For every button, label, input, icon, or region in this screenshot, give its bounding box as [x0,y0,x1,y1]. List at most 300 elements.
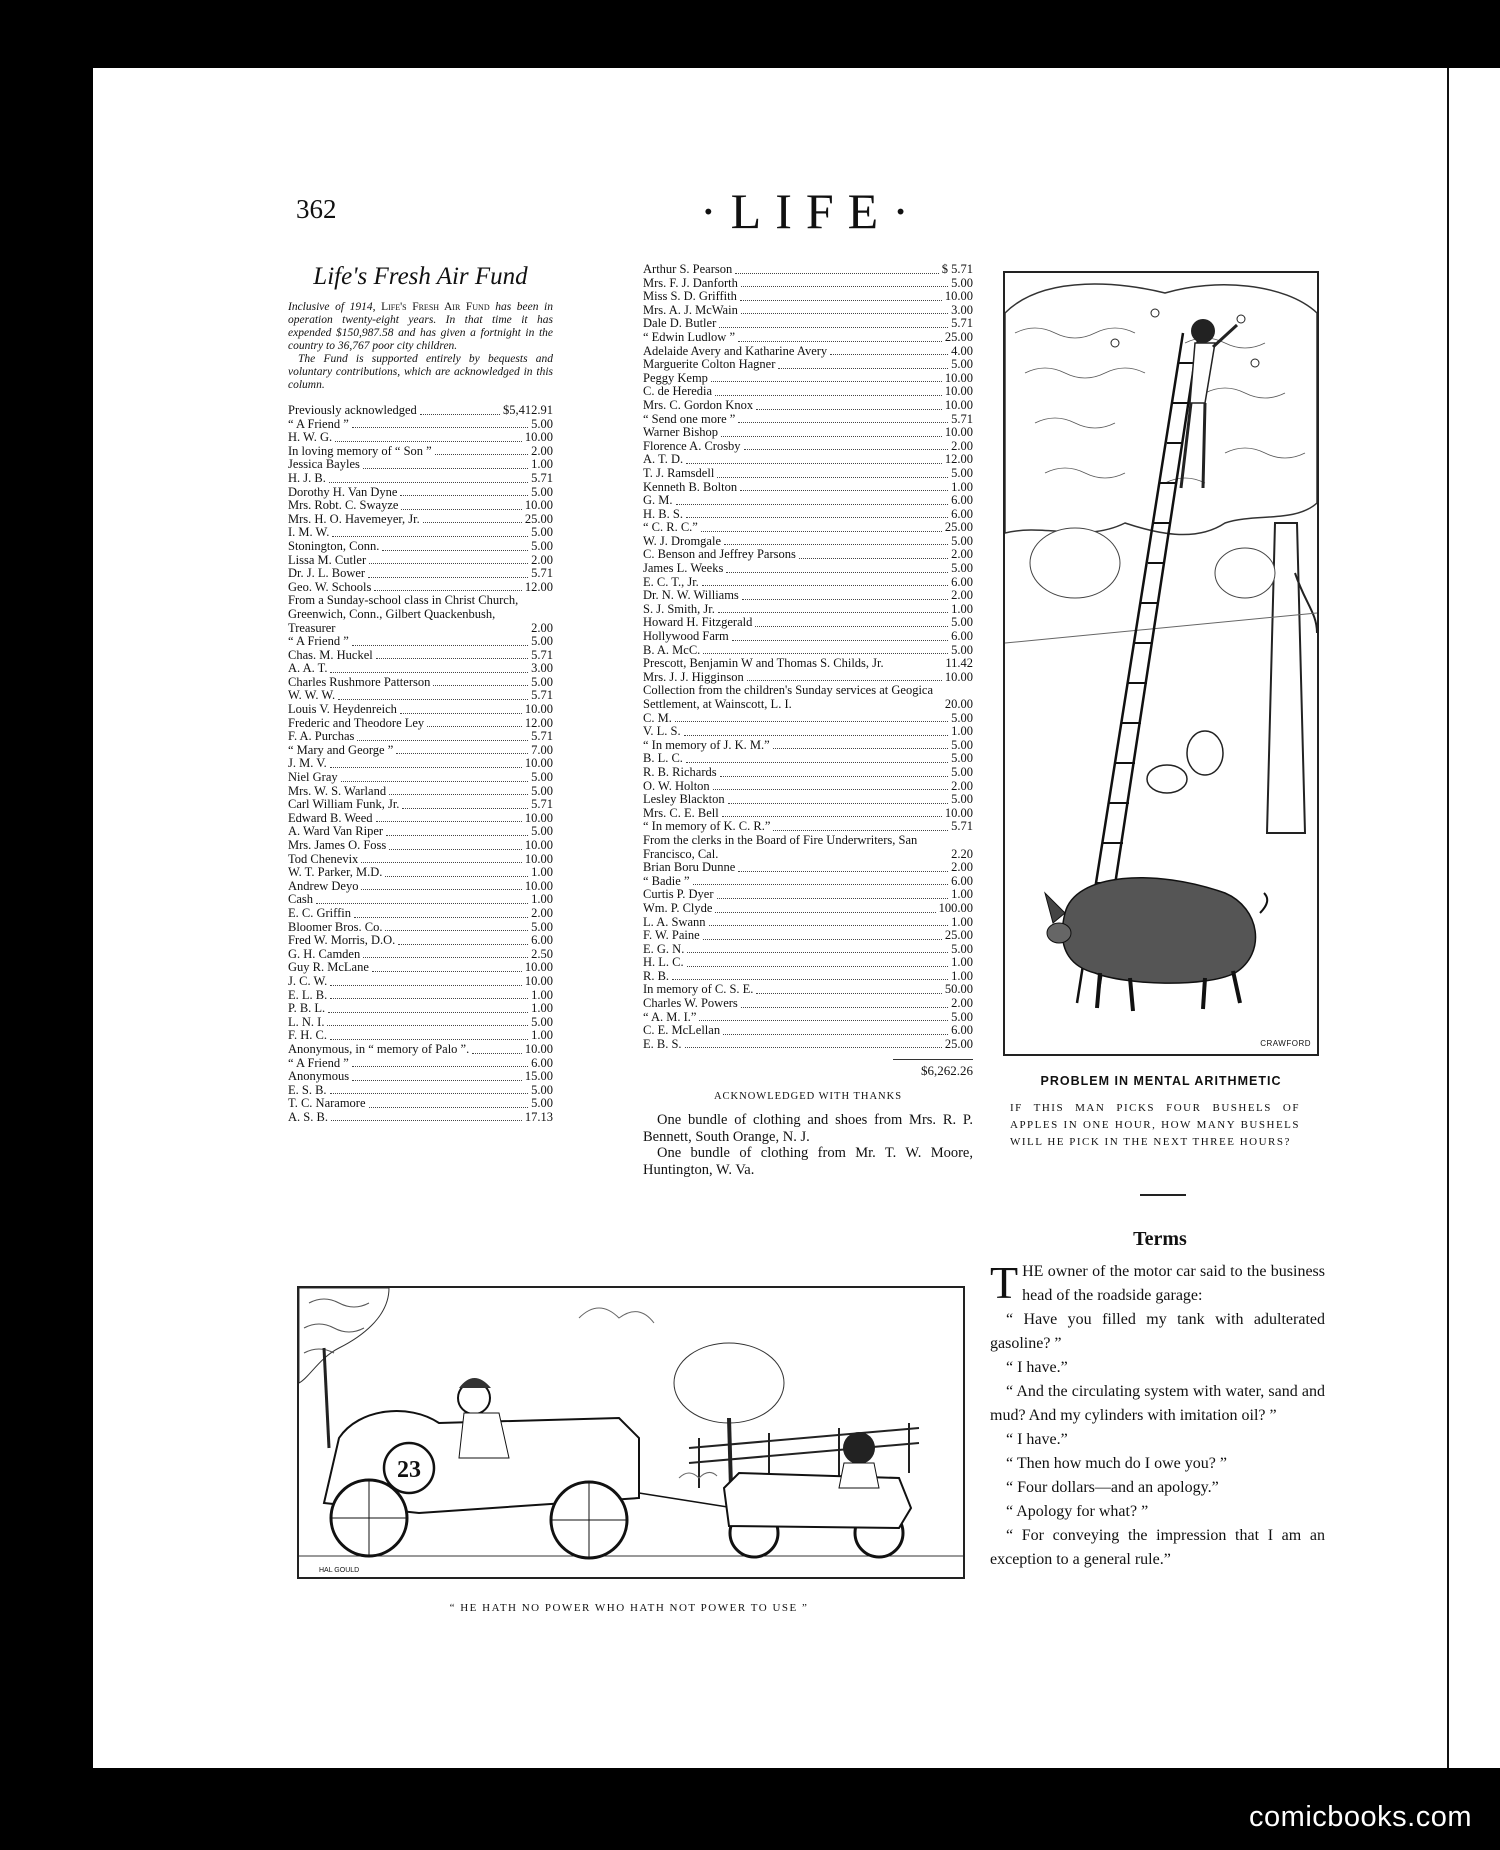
leader-dots [741,1007,948,1008]
leader-dots [330,672,528,673]
contribution-amount: 5.00 [531,1014,553,1029]
leader-dots [357,740,528,741]
contributor-name: F. A. Purchas [288,729,355,744]
contribution-row [643,902,973,916]
contributor-name: Fred W. Morris, D.O. [288,933,396,948]
contribution-amount: 10.00 [524,810,553,825]
contribution-amount: 12.00 [524,715,553,730]
leader-dots [423,522,522,523]
contribution-amount: 1.00 [951,601,973,616]
contributor-name: F. W. Paine [643,928,700,943]
contribution-row [643,576,973,590]
contribution-row [643,385,973,399]
leader-dots [352,645,528,646]
leader-dots [702,585,948,586]
leader-dots [330,985,522,986]
contribution-row [288,785,553,799]
contributor-name: C. de Heredia [643,384,713,399]
contribution-amount: 2.00 [531,620,553,635]
car-caption: “ HE HATH NO POWER WHO HATH NOT POWER TO USE ” [449,1602,809,1614]
leader-dots [376,658,528,659]
contribution-row [643,929,973,943]
contributor-name: Anonymous [288,1069,350,1084]
contributor-name: Jessica Bayles [288,457,360,472]
contribution-amount: 3.00 [951,302,973,317]
contributor-name: “ A Friend ” [288,634,349,649]
contributor-name: Cash [288,892,313,907]
contributor-name: H. W. G. [288,430,333,445]
contributor-name: Mrs. F. J. Danforth [643,275,738,290]
problem-caption-title: PROBLEM IN MENTAL ARITHMETIC [1040,1074,1282,1088]
contributor-name: In memory of C. S. E. [643,982,754,997]
contributor-name: J. C. W. [288,973,328,988]
terms-para-5: “ I have.” [1006,1431,1068,1448]
leader-dots [433,685,528,686]
contribution-row [288,1029,553,1043]
leader-dots [724,544,948,545]
contribution-amount: 6.00 [951,1023,973,1038]
contributor-name: Florence A. Crosby [643,438,741,453]
contributor-name: E. G. N. [643,941,685,956]
contribution-amount: 5.00 [531,416,553,431]
contribution-amount: 10.00 [944,289,973,304]
contribution-row [288,472,553,486]
leader-dots [472,1053,522,1054]
contributor-name: Andrew Deyo [288,878,359,893]
contribution-row [288,594,553,635]
contribution-row [643,562,973,576]
contributor-name: A. A. T. [288,661,328,676]
contribution-amount: 1.00 [531,892,553,907]
contribution-amount: 11.42 [945,656,973,671]
leader-dots [330,1093,529,1094]
contribution-amount: 2.00 [951,547,973,562]
leader-dots [400,495,528,496]
leader-dots [711,381,942,382]
contributor-name: H. L. C. [643,955,684,970]
contributor-name: “ Edwin Ludlow ” [643,329,735,344]
leader-dots [330,998,528,999]
contribution-row [643,793,973,807]
fund-intro [288,301,553,353]
leader-dots [738,422,948,423]
contribution-row [643,331,973,345]
leader-dots [686,762,948,763]
leader-dots [420,414,500,415]
contribution-amount: 5.00 [531,484,553,499]
contribution-row [643,304,973,318]
contributor-name: “ Mary and George ” [288,742,394,757]
contributor-name: James L. Weeks [643,561,724,576]
contribution-amount: 2.00 [951,778,973,793]
contribution-amount: 100.00 [938,900,973,915]
contribution-amount: 2.00 [951,860,973,875]
terms-para-7: “ Four dollars—and an apology.” [1006,1479,1219,1496]
contributor-name: Arthur S. Pearson [643,262,733,276]
leader-dots [386,835,528,836]
contribution-row [643,712,973,726]
contribution-amount: 6.00 [951,506,973,521]
contribution-row [643,630,973,644]
contributor-name: Peggy Kemp [643,370,708,385]
contributor-name: A. S. B. [288,1109,328,1124]
contribution-row [288,1097,553,1111]
contributor-name: V. L. S. [643,724,681,739]
contribution-row [288,1002,553,1016]
fund-column-2 [643,263,973,1178]
contribution-amount: 10.00 [524,702,553,717]
contribution-row [643,1024,973,1038]
contributor-name: Niel Gray [288,770,338,785]
contribution-row [288,961,553,975]
leader-dots [330,1039,528,1040]
contributor-name: Kenneth B. Bolton [643,479,738,494]
contribution-amount: 17.13 [524,1109,553,1124]
contribution-amount: 10.00 [944,397,973,412]
contribution-amount: 2.00 [951,996,973,1011]
apple-picker-illustration [1003,271,1319,1056]
terms-article [990,1257,1325,1572]
contribution-row [288,418,553,432]
contribution-amount: 5.00 [531,770,553,785]
contributor-name: Mrs. J. J. Higginson [643,669,744,684]
contribution-row [288,554,553,568]
leader-dots [720,776,949,777]
leader-dots [830,354,948,355]
contribution-row [643,807,973,821]
contribution-row [288,649,553,663]
contribution-amount: $ 5.71 [941,262,973,276]
leader-dots [685,1047,942,1048]
terms-para-4: “ And the circulating system with water, sand and mud? And my cylinders with imitation oil? ” [990,1383,1325,1424]
contribution-row [643,358,973,372]
leader-dots [703,653,948,654]
leader-dots [374,590,522,591]
contribution-row [643,766,973,780]
contributor-name: Guy R. McLane [288,960,369,975]
leader-dots [726,572,948,573]
leader-dots [335,441,522,442]
contribution-row [288,703,553,717]
intro-fund-name: Life's Fresh Air Fund [381,301,490,313]
leader-dots [721,436,942,437]
contribution-row [643,861,973,875]
apple-picker-drawing [1005,273,1317,1054]
leader-dots [352,1066,528,1067]
contributor-name: Edward B. Weed [288,810,373,825]
contribution-amount: 5.71 [531,797,553,812]
leader-dots [719,327,948,328]
contribution-row [643,521,973,535]
leader-dots [740,300,942,301]
contribution-row [288,989,553,1003]
contributor-name: Adelaide Avery and Katharine Avery [643,343,828,358]
contribution-row [288,567,553,581]
contribution-amount: 10.00 [524,960,553,975]
contribution-amount: 1.00 [531,987,553,1002]
contributor-name: T. J. Ramsdell [643,465,715,480]
contributor-name: Mrs. James O. Foss [288,838,387,852]
contributor-name: R. B. [643,968,670,983]
contributor-name: O. W. Holton [643,778,710,793]
contributor-name: Charles Rushmore Patterson [288,674,431,689]
contribution-row [643,671,973,685]
leader-dots [735,273,939,274]
contribution-row [643,739,973,753]
contribution-row [288,893,553,907]
contribution-amount: 5.00 [951,751,973,766]
contributor-name: R. B. Richards [643,764,717,779]
contribution-amount: 10.00 [944,805,973,820]
contributor-name: “ Send one more ” [643,411,736,426]
leader-dots [715,395,942,396]
leader-dots [747,680,942,681]
contributor-name: I. M. W. [288,525,330,540]
drop-cap: T [990,1257,1019,1308]
contribution-amount: 10.00 [524,1041,553,1056]
contribution-row [288,499,553,513]
contribution-amount: 1.00 [531,865,553,880]
leader-dots [741,313,948,314]
contributor-name: In loving memory of “ Son ” [288,443,432,458]
contributor-name: A. Ward Van Riper [288,824,384,839]
next-page-edge [1447,68,1500,1768]
contributor-name: “ In memory of J. K. M.” [643,737,770,752]
contribution-row [288,730,553,744]
contributor-name: “ A Friend ” [288,1055,349,1070]
leader-dots [732,640,948,641]
leader-dots [400,713,522,714]
contribution-amount: 6.00 [951,493,973,508]
contribution-amount: 5.00 [531,1082,553,1097]
leader-dots [675,721,948,722]
contribution-row [643,508,973,522]
contributor-name: Charles W. Powers [643,996,738,1011]
contribution-row [288,404,553,418]
car-number: 23 [397,1457,421,1483]
contribution-row [288,717,553,731]
contribution-row [643,970,973,984]
leader-dots [329,482,528,483]
contributor-name: Dorothy H. Van Dyne [288,484,398,499]
contribution-amount: 5.00 [531,674,553,689]
contributor-name: W. T. Parker, M.D. [288,865,383,880]
contribution-amount: 5.71 [951,819,973,834]
contributor-name: Previously acknowledged [288,403,417,417]
contribution-row [288,853,553,867]
leader-dots [385,930,528,931]
contribution-row [643,616,973,630]
contributor-name: A. T. D. [643,452,684,467]
contributor-name: From the clerks in the Board of Fire Underwriters, San Francisco, Cal. [643,832,918,861]
contribution-amount: 12.00 [524,579,553,594]
leader-dots [755,626,948,627]
terms-para-1 [990,1257,1325,1308]
leader-dots [703,939,942,940]
contribution-row [288,866,553,880]
contribution-row [643,916,973,930]
leader-dots [327,1025,528,1026]
contribution-row [643,413,973,427]
leader-dots [728,803,949,804]
contributor-name: W. W. W. [288,688,336,703]
contributor-name: Collection from the children's Sunday services at Geogica Settlement, at Wainscott, L. I. [643,683,934,711]
leader-dots [717,898,949,899]
contribution-row [288,812,553,826]
contributor-name: “ A Friend ” [288,416,349,431]
contribution-amount: 5.00 [951,792,973,807]
car-towing-illustration [297,1286,965,1579]
contributor-name: T. C. Naramore [288,1096,366,1111]
terms-para-8: “ Apology for what? ” [1006,1503,1149,1520]
contributor-name: H. B. S. [643,506,683,521]
contributor-name: Lesley Blackton [643,792,725,807]
contribution-row [643,535,973,549]
contribution-row [288,907,553,921]
contributor-name: J. M. V. [288,756,327,771]
contribution-row [288,1016,553,1030]
fund-intro-2: The Fund is supported entirely by bequests and voluntary contributions, which are acknowledged in this column. [288,353,553,391]
contribution-amount: 10.00 [944,425,973,440]
contributor-name: “ Badie ” [643,873,690,888]
contribution-amount: 1.00 [951,479,973,494]
contribution-amount: 5.00 [951,737,973,752]
contribution-amount: 5.00 [951,941,973,956]
leader-dots [740,490,948,491]
contribution-amount: 5.00 [951,615,973,630]
fund-total: $6,262.26 [893,1059,973,1079]
leader-dots [778,368,948,369]
leader-dots [684,735,948,736]
leader-dots [332,536,528,537]
leader-dots [363,468,528,469]
leader-dots [382,550,528,551]
contribution-row [643,943,973,957]
leader-dots [341,781,528,782]
contribution-amount: 5.00 [951,533,973,548]
contribution-row [643,589,973,603]
contributor-name: G. M. [643,493,673,508]
leader-dots [722,816,942,817]
leader-dots [330,767,522,768]
leader-dots [744,449,949,450]
leader-dots [372,971,522,972]
leader-dots [389,794,528,795]
contribution-amount: 5.00 [951,764,973,779]
contributor-name: E. L. B. [288,987,328,1002]
contribution-row [288,689,553,703]
leader-dots [687,952,948,953]
page-number: 362 [296,194,337,224]
contributor-name: “ In memory of K. C. R.” [643,819,771,834]
contributor-name: Bloomer Bros. Co. [288,919,383,934]
contribution-amount: 5.00 [951,357,973,372]
artist-signature-right: CRAWFORD [1260,1039,1311,1048]
leader-dots [361,862,522,863]
contributor-name: S. J. Smith, Jr. [643,601,715,616]
contributions-list-1 [288,404,553,1124]
fund-title: Life's Fresh Air Fund [313,263,528,290]
contribution-amount: 2.00 [951,438,973,453]
leader-dots [363,957,528,958]
leader-dots [773,830,948,831]
leader-dots [401,509,521,510]
fund-column-1 [288,263,553,1124]
watermark: comicbooks.com [1249,1801,1472,1833]
contributor-name: Dale D. Butler [643,316,717,331]
contribution-row [643,345,973,359]
contributor-name: Dr. N. W. Williams [643,588,739,603]
contribution-row [288,1057,553,1071]
contributor-name: E. S. B. [288,1082,327,1097]
contributor-name: Brian Boru Dunne [643,860,736,875]
contribution-row [643,372,973,386]
terms-title: Terms [1133,1228,1187,1250]
contributor-name: Mrs. A. J. McWain [643,302,738,317]
section-divider [1140,1194,1186,1196]
leader-dots [328,1012,528,1013]
contribution-row [643,548,973,562]
contribution-amount: 1.00 [531,1001,553,1016]
leader-dots [741,286,948,287]
contribution-row [288,581,553,595]
contribution-row [643,263,973,277]
contributor-name: L. N. I. [288,1014,325,1029]
contribution-row [643,467,973,481]
contribution-amount: 1.00 [531,457,553,472]
contribution-row [288,921,553,935]
contribution-row [643,657,973,671]
contribution-amount: 20.00 [944,697,973,711]
contributor-name: Lissa M. Cutler [288,552,367,567]
contribution-row [643,1038,973,1052]
contributor-name: Frederic and Theodore Ley [288,715,425,730]
contribution-row [288,486,553,500]
contribution-amount: 25.00 [944,329,973,344]
contributor-name: Mrs. C. Gordon Knox [643,397,754,412]
contribution-amount: 2.50 [531,946,553,961]
contributions-list-2 [643,263,973,1051]
contribution-amount: 2.00 [531,552,553,567]
contributor-name: Prescott, Benjamin W and Thomas S. Childs, Jr. [643,656,884,671]
contribution-row [643,644,973,658]
terms-para-6: “ Then how much do I owe you? ” [1006,1455,1227,1472]
leader-dots [686,463,942,464]
contribution-row [643,1011,973,1025]
contribution-row [288,676,553,690]
contribution-row [288,431,553,445]
contributor-name: Stonington, Conn. [288,538,380,553]
contribution-amount: 2.00 [531,443,553,458]
leader-dots [713,789,948,790]
contributor-name: C. E. McLellan [643,1023,721,1038]
contribution-row [643,684,973,711]
contributor-name: E. C. Griffin [288,905,351,920]
contribution-amount: 5.71 [531,647,553,662]
contribution-row [288,1084,553,1098]
contributor-name: G. H. Camden [288,946,361,961]
contributor-name: Warner Bishop [643,425,719,440]
leader-dots [369,1107,529,1108]
contribution-amount: 1.00 [951,887,973,902]
contribution-amount: 5.00 [531,538,553,553]
contribution-amount: 5.00 [951,710,973,725]
contribution-amount: 10.00 [524,973,553,988]
contribution-amount: 5.00 [951,465,973,480]
leader-dots [427,726,522,727]
contributor-name: Mrs. C. E. Bell [643,805,719,820]
contributor-name: Hollywood Farm [643,629,729,644]
